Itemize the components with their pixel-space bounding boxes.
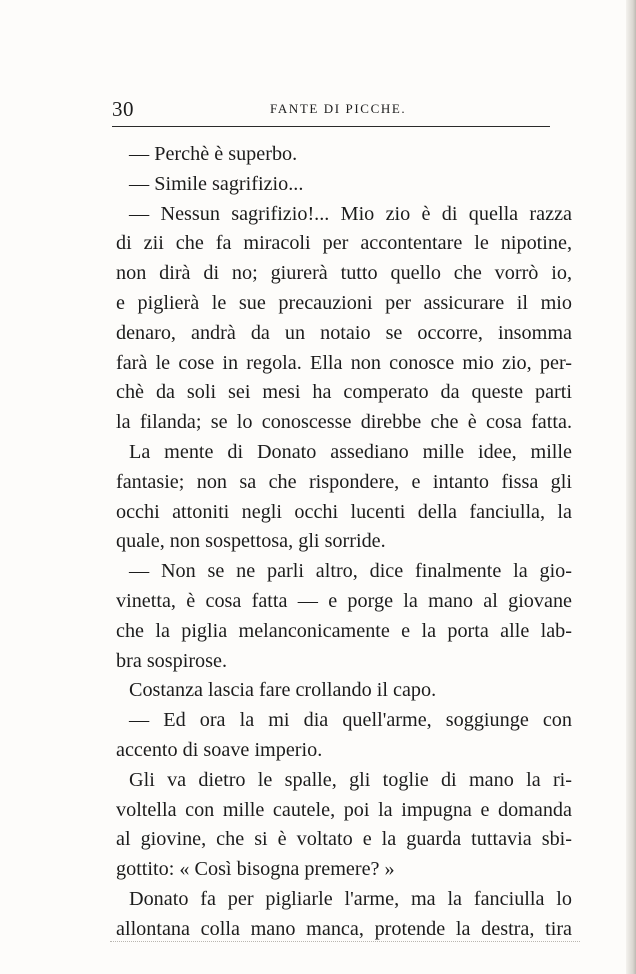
text-line: occhi attoniti negli occhi lucenti della fanciulla, la (116, 500, 572, 523)
page-number: 30 (112, 97, 134, 121)
text-line: accento di soave imperio. (116, 738, 323, 761)
text-line: — Non se ne parli altro, dice finalmente la gio- (129, 560, 572, 583)
text-line: di zii che fa miracoli per accontentare le nipotine, (116, 232, 572, 255)
text-line: farà le cose in regola. Ella non conosce mio zio, per- (116, 351, 572, 374)
page-edge-shadow (626, 0, 636, 974)
text-line: — Nessun sagrifizio!... Mio zio è di quella razza (129, 202, 572, 225)
text-line: al giovine, che si è voltato e la guarda tuttavia sbi- (116, 828, 572, 851)
running-title: FANTE DI PICCHE. (270, 101, 407, 116)
text-line: — Ed ora la mi dia quell'arme, soggiunge con (129, 709, 572, 732)
text-line: voltella con mille cautele, poi la impugna e domanda (116, 798, 572, 821)
text-line: fantasie; non sa che rispondere, e intanto fissa gli (116, 470, 572, 493)
text-line: vinetta, è cosa fatta — e porge la mano al giovane (116, 589, 572, 612)
text-line: la filanda; se lo conoscesse direbbe che è cosa fatta. (116, 411, 572, 434)
text-line: La mente di Donato assediano mille idee, mille (129, 440, 572, 463)
page-header (112, 97, 550, 121)
text-line: Donato fa per pigliarle l'arme, ma la fanciulla lo (129, 887, 572, 910)
text-line: — Simile sagrifizio... (129, 172, 304, 195)
header-rule (112, 126, 550, 127)
text-line: chè da soli sei mesi ha comperato da queste parti (116, 381, 572, 404)
text-line: Gli va dietro le spalle, gli toglie di mano la ri- (129, 768, 572, 791)
text-line: quale, non sospettosa, gli sorride. (116, 530, 386, 553)
page-bottom-mark (110, 941, 580, 942)
text-line: che la piglia melanconicamente e la porta alle lab- (116, 619, 572, 642)
text-line: e piglierà le sue precauzioni per assicurare il mio (116, 291, 572, 314)
text-line: Costanza lascia fare crollando il capo. (129, 679, 437, 702)
body-text (116, 140, 572, 945)
text-line: gottito: « Così bisogna premere? » (116, 858, 395, 881)
text-line: allontana colla mano manca, protende la destra, tira (116, 917, 572, 940)
text-line: non dirà di no; giurerà tutto quello che vorrò io, (116, 262, 572, 285)
text-line: bra sospirose. (116, 649, 228, 672)
text-line: — Perchè è superbo. (129, 143, 298, 165)
text-line: denaro, andrà da un notaio se occorre, insomma (116, 321, 572, 344)
